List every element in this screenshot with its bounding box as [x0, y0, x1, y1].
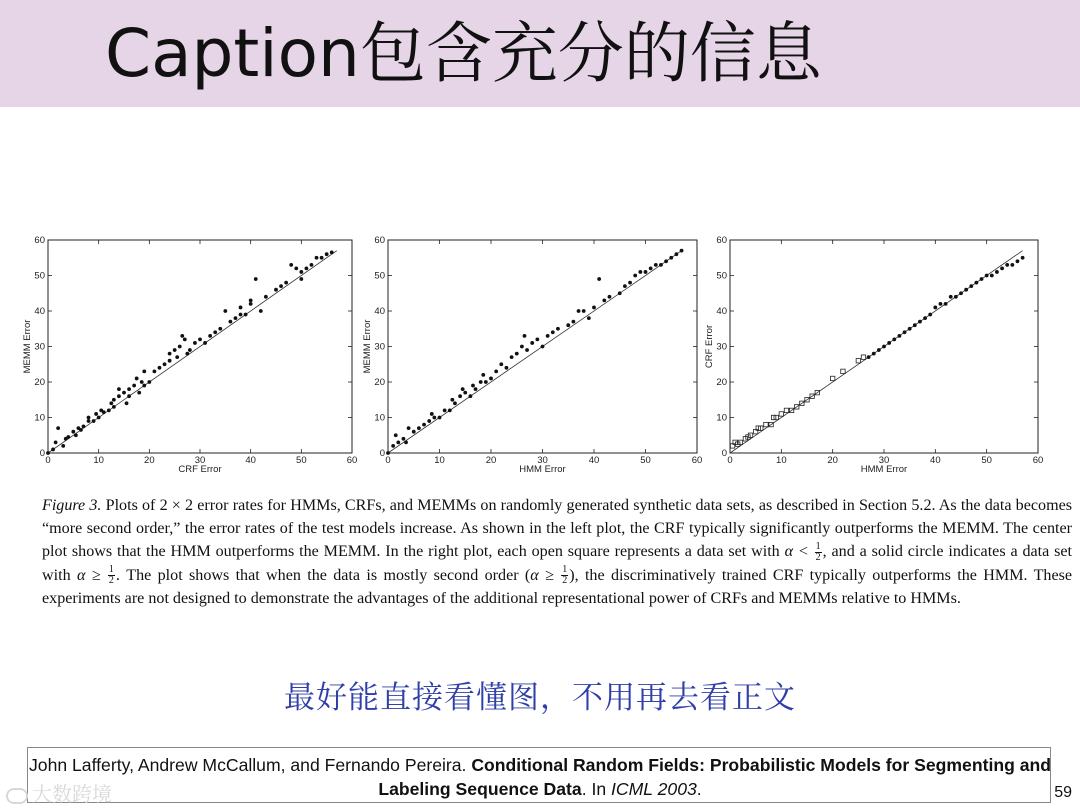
data-point	[523, 334, 527, 338]
data-point	[289, 263, 293, 267]
x-tick-label: 50	[981, 455, 992, 466]
plot-1	[22, 235, 357, 475]
data-point	[450, 398, 454, 402]
x-tick-label: 50	[296, 455, 307, 466]
y-tick-label: 60	[716, 235, 727, 246]
watermark	[6, 778, 112, 807]
data-point	[481, 373, 485, 377]
reference-venue-suffix: .	[696, 779, 702, 799]
data-point	[54, 440, 58, 444]
data-point	[949, 295, 953, 299]
data-point-square	[841, 369, 845, 373]
caption-text-3: . The plot shows that when the data is mostly second order (	[115, 566, 531, 584]
data-point	[489, 377, 493, 381]
data-point	[153, 369, 157, 373]
data-point	[546, 334, 550, 338]
data-point	[877, 348, 881, 352]
data-point	[117, 394, 121, 398]
data-point-square	[830, 376, 834, 380]
y-tick-label: 20	[34, 377, 45, 388]
slide-title: Caption包含充分的信息	[105, 15, 822, 92]
data-point	[659, 263, 663, 267]
data-point	[284, 281, 288, 285]
data-point	[923, 316, 927, 320]
diagonal-line	[730, 251, 1023, 453]
data-point	[74, 433, 78, 437]
data-point	[51, 448, 55, 452]
data-point	[320, 256, 324, 260]
y-tick-label: 50	[374, 270, 385, 282]
data-point	[299, 277, 303, 281]
data-point	[933, 306, 937, 310]
data-point	[173, 348, 177, 352]
data-point	[208, 334, 212, 338]
data-point	[94, 412, 98, 416]
y-axis-label: MEMM Error	[362, 319, 373, 374]
caption-text-1: Plots of 2 × 2 error rates for HMMs, CRFs, and MEMMs on randomly generated synthetic data sets, as described in Section 5.2. As the data becomes “more second order,” the error rates of the test models increase. As shown in the left plot, the CRF typically significantly outperforms the MEMM. The center plot shows that the HMM outperforms the MEMM. In the right plot, each open square represents a data set with	[42, 497, 1072, 561]
data-point	[188, 348, 192, 352]
data-point	[140, 380, 144, 384]
y-tick-label: 10	[374, 412, 385, 424]
data-point	[633, 274, 637, 278]
y-tick-label: 50	[716, 270, 727, 282]
data-point	[66, 435, 70, 439]
data-point	[669, 256, 673, 260]
data-point	[597, 277, 601, 281]
data-point	[430, 412, 434, 416]
data-point	[109, 401, 113, 405]
data-point	[1000, 267, 1004, 271]
data-point	[535, 338, 539, 342]
data-point	[87, 416, 91, 420]
data-point	[649, 267, 653, 271]
y-axis-label: CRF Error	[704, 324, 715, 369]
x-axis-label: CRF Error	[178, 464, 222, 475]
reference-box	[27, 747, 1051, 803]
slide-note: 最好能直接看懂图，不用再去看正文	[284, 680, 796, 716]
y-tick-label: 30	[374, 341, 385, 353]
data-point	[158, 366, 162, 370]
data-point	[443, 409, 447, 413]
y-tick-label: 0	[721, 448, 727, 459]
data-point	[137, 391, 141, 395]
x-axis-label: HMM Error	[860, 464, 908, 475]
x-tick-label: 40	[588, 455, 600, 466]
data-point	[638, 270, 642, 274]
data-point	[867, 355, 871, 359]
data-point	[898, 334, 902, 338]
data-point	[887, 341, 891, 345]
data-point	[142, 369, 146, 373]
y-tick-label: 40	[34, 306, 45, 317]
y-tick-label: 20	[374, 377, 385, 388]
x-tick-label: 60	[1032, 455, 1044, 466]
data-point	[412, 430, 416, 434]
caption-text-4: ), the discriminatively trained CRF typically outperforms the HMM. These experiments are not designed to demonstrate the advantages of the additional representational power of CRFs and MEMMs relative to HMMs.	[42, 566, 1073, 607]
x-tick-label: 30	[194, 455, 206, 466]
data-point-square	[856, 359, 860, 363]
x-tick-label: 10	[93, 455, 104, 466]
fraction-half: $\frac{1}{2}$	[108, 564, 114, 587]
data-point	[432, 416, 436, 420]
y-tick-label: 60	[34, 235, 45, 246]
data-point	[180, 334, 184, 338]
data-point	[458, 394, 462, 398]
x-tick-label: 0	[385, 455, 391, 466]
chat-bubble-icon	[6, 788, 28, 804]
data-point	[107, 409, 111, 413]
data-point	[330, 251, 334, 255]
data-point	[193, 341, 197, 345]
data-point	[608, 295, 612, 299]
data-point-square	[784, 408, 788, 412]
data-point	[223, 309, 227, 313]
data-point	[249, 302, 253, 306]
data-point	[142, 384, 146, 388]
x-tick-label: 30	[878, 455, 890, 466]
x-tick-label: 10	[434, 455, 445, 466]
data-point	[310, 263, 314, 267]
data-point	[112, 398, 116, 402]
data-point	[628, 281, 632, 285]
data-point	[515, 352, 519, 356]
data-point	[494, 369, 498, 373]
data-point	[294, 267, 298, 271]
data-point	[463, 391, 467, 395]
y-tick-label: 40	[716, 306, 727, 317]
data-point	[438, 416, 442, 420]
data-point	[556, 327, 560, 331]
data-point	[112, 405, 116, 409]
caption-text-2: , and a solid circle indicates a data set with	[42, 543, 1072, 584]
data-point	[117, 387, 121, 391]
data-point	[872, 352, 876, 356]
fraction-half: $\frac{1}{2}$	[815, 541, 821, 564]
data-point	[122, 391, 126, 395]
data-point	[959, 291, 963, 295]
data-point	[422, 423, 426, 427]
reference-text	[28, 753, 1052, 801]
data-point	[92, 419, 96, 423]
data-point	[249, 298, 253, 302]
alpha-greater-equal: α ≥	[530, 566, 554, 584]
data-point	[178, 345, 182, 349]
data-point	[102, 410, 106, 414]
data-point	[675, 252, 679, 256]
data-point	[469, 394, 473, 398]
data-point	[448, 409, 452, 413]
data-point	[264, 295, 268, 299]
data-point	[213, 330, 217, 334]
data-point	[1005, 263, 1009, 267]
data-point	[969, 284, 973, 288]
data-point	[484, 380, 488, 384]
data-point	[525, 348, 529, 352]
data-point	[61, 444, 65, 448]
x-tick-label: 0	[727, 455, 733, 466]
y-tick-label: 60	[374, 235, 385, 246]
data-point	[87, 419, 91, 423]
page-number: 59	[1054, 784, 1072, 801]
data-point	[572, 320, 576, 324]
data-point	[1021, 256, 1025, 260]
data-point	[882, 345, 886, 349]
data-point	[566, 323, 570, 327]
diagonal-line	[48, 251, 337, 453]
data-point	[664, 259, 668, 263]
x-tick-label: 0	[45, 455, 51, 466]
data-point	[520, 345, 524, 349]
data-point	[505, 366, 509, 370]
data-point	[980, 277, 984, 281]
x-tick-label: 60	[346, 455, 358, 466]
data-point	[1016, 259, 1020, 263]
reference-title: Conditional Random Fields: Probabilistic Models for Segmenting and Labeling Sequence Data	[378, 755, 1051, 799]
figure-3	[14, 226, 1066, 486]
data-point	[168, 359, 172, 363]
data-point	[903, 330, 907, 334]
data-point	[183, 338, 187, 342]
data-point	[279, 284, 283, 288]
data-point	[259, 309, 263, 313]
x-tick-label: 40	[930, 455, 941, 466]
data-point	[680, 249, 684, 253]
data-point	[499, 362, 503, 366]
data-point	[407, 426, 411, 430]
figure-caption	[42, 494, 1072, 610]
data-point-square	[779, 412, 783, 416]
data-point	[623, 284, 627, 288]
data-point	[234, 316, 238, 320]
reference-venue-prefix: . In	[581, 779, 612, 799]
data-point	[82, 424, 86, 428]
y-axis-label: MEMM Error	[22, 319, 33, 374]
plot-2	[362, 235, 702, 475]
data-point	[46, 451, 50, 455]
data-point	[939, 302, 943, 306]
alpha-greater-equal: α ≥	[76, 566, 101, 584]
data-point	[913, 323, 917, 327]
data-point	[404, 440, 408, 444]
data-point	[510, 355, 514, 359]
diagonal-line	[388, 251, 682, 453]
data-point	[944, 302, 948, 306]
data-point	[908, 327, 912, 331]
data-point	[163, 362, 167, 366]
figure-label: Figure 3.	[42, 497, 102, 514]
data-point	[305, 267, 309, 271]
plot-3	[704, 235, 1043, 475]
title-bar	[0, 0, 1080, 107]
data-point	[175, 355, 179, 359]
data-point	[461, 387, 465, 391]
x-tick-label: 50	[640, 455, 651, 466]
data-point	[644, 270, 648, 274]
y-tick-label: 30	[716, 341, 727, 353]
data-point	[1010, 263, 1014, 267]
data-point	[315, 256, 319, 260]
data-point	[56, 426, 60, 430]
y-tick-label: 0	[379, 448, 385, 459]
y-tick-label: 50	[34, 270, 45, 282]
data-point	[244, 313, 248, 317]
data-point-square	[861, 355, 865, 359]
data-point	[985, 274, 989, 278]
data-point	[396, 440, 400, 444]
data-point	[229, 320, 233, 324]
data-point	[453, 401, 457, 405]
data-point	[71, 430, 75, 434]
data-point	[168, 352, 172, 356]
reference-authors: John Lafferty, Andrew McCallum, and Fernando Pereira.	[28, 755, 472, 775]
data-point	[185, 352, 189, 356]
data-point	[582, 309, 586, 313]
x-tick-label: 20	[144, 455, 155, 466]
data-point	[471, 384, 475, 388]
data-point	[135, 377, 139, 381]
data-point	[127, 387, 131, 391]
data-point	[147, 380, 151, 384]
data-point	[541, 345, 545, 349]
data-point	[975, 281, 979, 285]
y-tick-label: 20	[716, 377, 727, 388]
data-point	[274, 288, 278, 292]
data-point	[254, 277, 258, 281]
x-tick-label: 40	[245, 455, 256, 466]
data-point	[551, 330, 555, 334]
data-point	[427, 419, 431, 423]
watermark-text: 大数跨境	[32, 782, 112, 806]
data-point	[386, 451, 390, 455]
data-point	[918, 320, 922, 324]
data-point	[618, 291, 622, 295]
data-point	[654, 263, 658, 267]
data-point	[299, 270, 303, 274]
data-point	[990, 274, 994, 278]
data-point	[995, 270, 999, 274]
data-point	[132, 384, 136, 388]
data-point	[325, 252, 329, 256]
data-point	[125, 401, 129, 405]
data-point	[587, 316, 591, 320]
data-point	[218, 327, 222, 331]
data-point	[391, 444, 395, 448]
data-point	[602, 298, 606, 302]
data-point-square	[764, 422, 768, 426]
data-point	[127, 394, 131, 398]
data-point	[479, 380, 483, 384]
data-point	[964, 288, 968, 292]
data-point	[79, 428, 83, 432]
data-point	[417, 426, 421, 430]
data-point	[892, 338, 896, 342]
data-point	[577, 309, 581, 313]
data-point	[928, 313, 932, 317]
data-point	[239, 306, 243, 310]
data-point	[394, 433, 398, 437]
data-point	[402, 437, 406, 441]
reference-venue: ICML 2003	[611, 779, 697, 799]
data-point	[239, 313, 243, 317]
y-tick-label: 40	[374, 306, 385, 317]
y-tick-label: 30	[34, 341, 45, 353]
x-tick-label: 20	[827, 455, 838, 466]
data-point	[198, 338, 202, 342]
data-point	[954, 295, 958, 299]
y-tick-label: 10	[716, 412, 727, 424]
scatter-plots	[14, 226, 1066, 486]
x-axis-label: HMM Error	[519, 464, 566, 475]
data-point	[592, 306, 596, 310]
x-tick-label: 30	[537, 455, 548, 466]
fraction-half: $\frac{1}{2}$	[562, 564, 568, 587]
data-point	[97, 416, 101, 420]
data-point	[474, 387, 478, 391]
x-tick-label: 60	[691, 455, 703, 466]
x-tick-label: 20	[485, 455, 497, 466]
y-tick-label: 0	[39, 448, 45, 459]
data-point	[530, 341, 534, 345]
data-point	[203, 341, 207, 345]
x-tick-label: 10	[776, 455, 787, 466]
alpha-less-than: α <	[784, 543, 809, 561]
y-tick-label: 10	[34, 412, 45, 424]
